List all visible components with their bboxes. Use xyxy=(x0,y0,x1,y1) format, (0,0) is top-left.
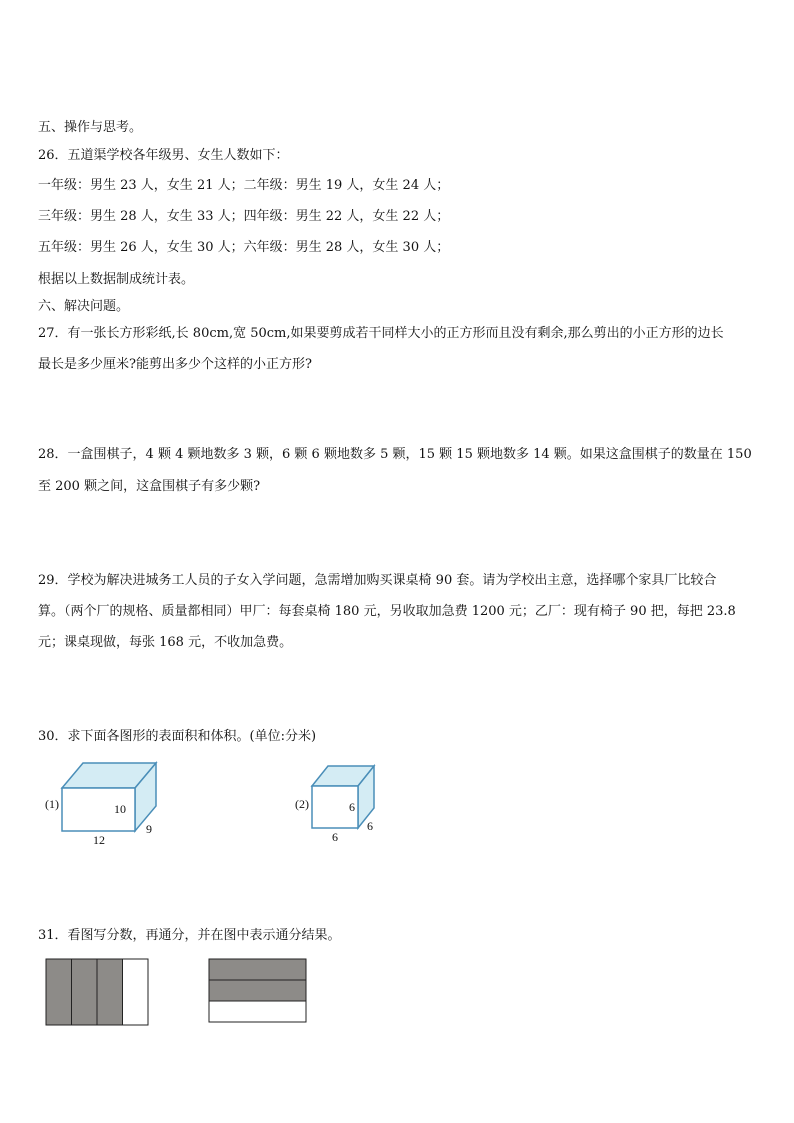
cube-2-length-label: 6 xyxy=(332,830,338,844)
cube-2-depth-label: 6 xyxy=(367,819,373,833)
unshaded-part xyxy=(123,959,149,1025)
cuboid-1-height-label: 10 xyxy=(114,802,126,816)
shaded-part xyxy=(209,980,306,1001)
q27-line-1: 27．有一张长方形彩纸,长 80cm,宽 50cm,如果要剪成若干同样大小的正方形而且没有剩余,那么剪出的小正方形的边长 xyxy=(38,326,724,341)
fraction-figure-1 xyxy=(45,958,149,1026)
shaded-part xyxy=(97,959,123,1025)
q26-stem: 26．五道渠学校各年级男、女生人数如下： xyxy=(38,148,289,163)
q26-line-1: 一年级：男生 23 人，女生 21 人；二年级：男生 19 人，女生 24 人； xyxy=(38,178,450,193)
cube-2-height-label: 6 xyxy=(349,800,355,814)
shaded-part xyxy=(72,959,98,1025)
cube-figure-2 xyxy=(292,760,402,850)
cuboid-figure-1 xyxy=(40,760,180,850)
q26-line-3: 五年级：男生 26 人，女生 30 人；六年级：男生 28 人，女生 30 人； xyxy=(38,240,450,255)
unshaded-part xyxy=(209,1001,306,1022)
q27-line-2: 最长是多少厘米?能剪出多少个这样的小正方形? xyxy=(38,357,312,372)
shaded-part xyxy=(46,959,72,1025)
q29-line-2: 算。（两个厂的规格、质量都相同）甲厂：每套桌椅 180 元，另收取加急费 1200 元；乙厂：现有椅子 90 把，每把 23.8 xyxy=(38,604,736,619)
shaded-part xyxy=(209,959,306,980)
q26-line-2: 三年级：男生 28 人，女生 33 人；四年级：男生 22 人，女生 22 人； xyxy=(38,209,450,224)
q28-line-2: 至 200 颗之间，这盒围棋子有多少颗? xyxy=(38,479,261,494)
cuboid-1-length-label: 12 xyxy=(93,833,105,847)
section-6-title: 六、解决问题。 xyxy=(38,299,130,314)
cuboid-1-depth-label: 9 xyxy=(146,822,152,836)
q30-stem: 30．求下面各图形的表面积和体积。(单位:分米) xyxy=(38,729,317,744)
q28-line-1: 28．一盒围棋子，4 颗 4 颗地数多 3 颗，6 颗 6 颗地数多 5 颗，15 颗 15 颗地数多 14 颗。如果这盒围棋子的数量在 150 xyxy=(38,447,752,462)
fraction-figure-2 xyxy=(208,958,308,1026)
q29-line-1: 29．学校为解决进城务工人员的子女入学问题，急需增加购买课桌椅 90 套。请为学校出主意，选择哪个家具厂比较合 xyxy=(38,573,717,588)
q31-stem: 31．看图写分数，再通分，并在图中表示通分结果。 xyxy=(38,928,341,943)
q29-line-3: 元；课桌现做，每张 168 元，不收加急费。 xyxy=(38,635,293,650)
figure-2-label: (2) xyxy=(295,797,309,811)
q26-end: 根据以上数据制成统计表。 xyxy=(38,272,195,287)
section-5-title: 五、操作与思考。 xyxy=(38,120,143,135)
figure-1-label: (1) xyxy=(45,797,59,811)
